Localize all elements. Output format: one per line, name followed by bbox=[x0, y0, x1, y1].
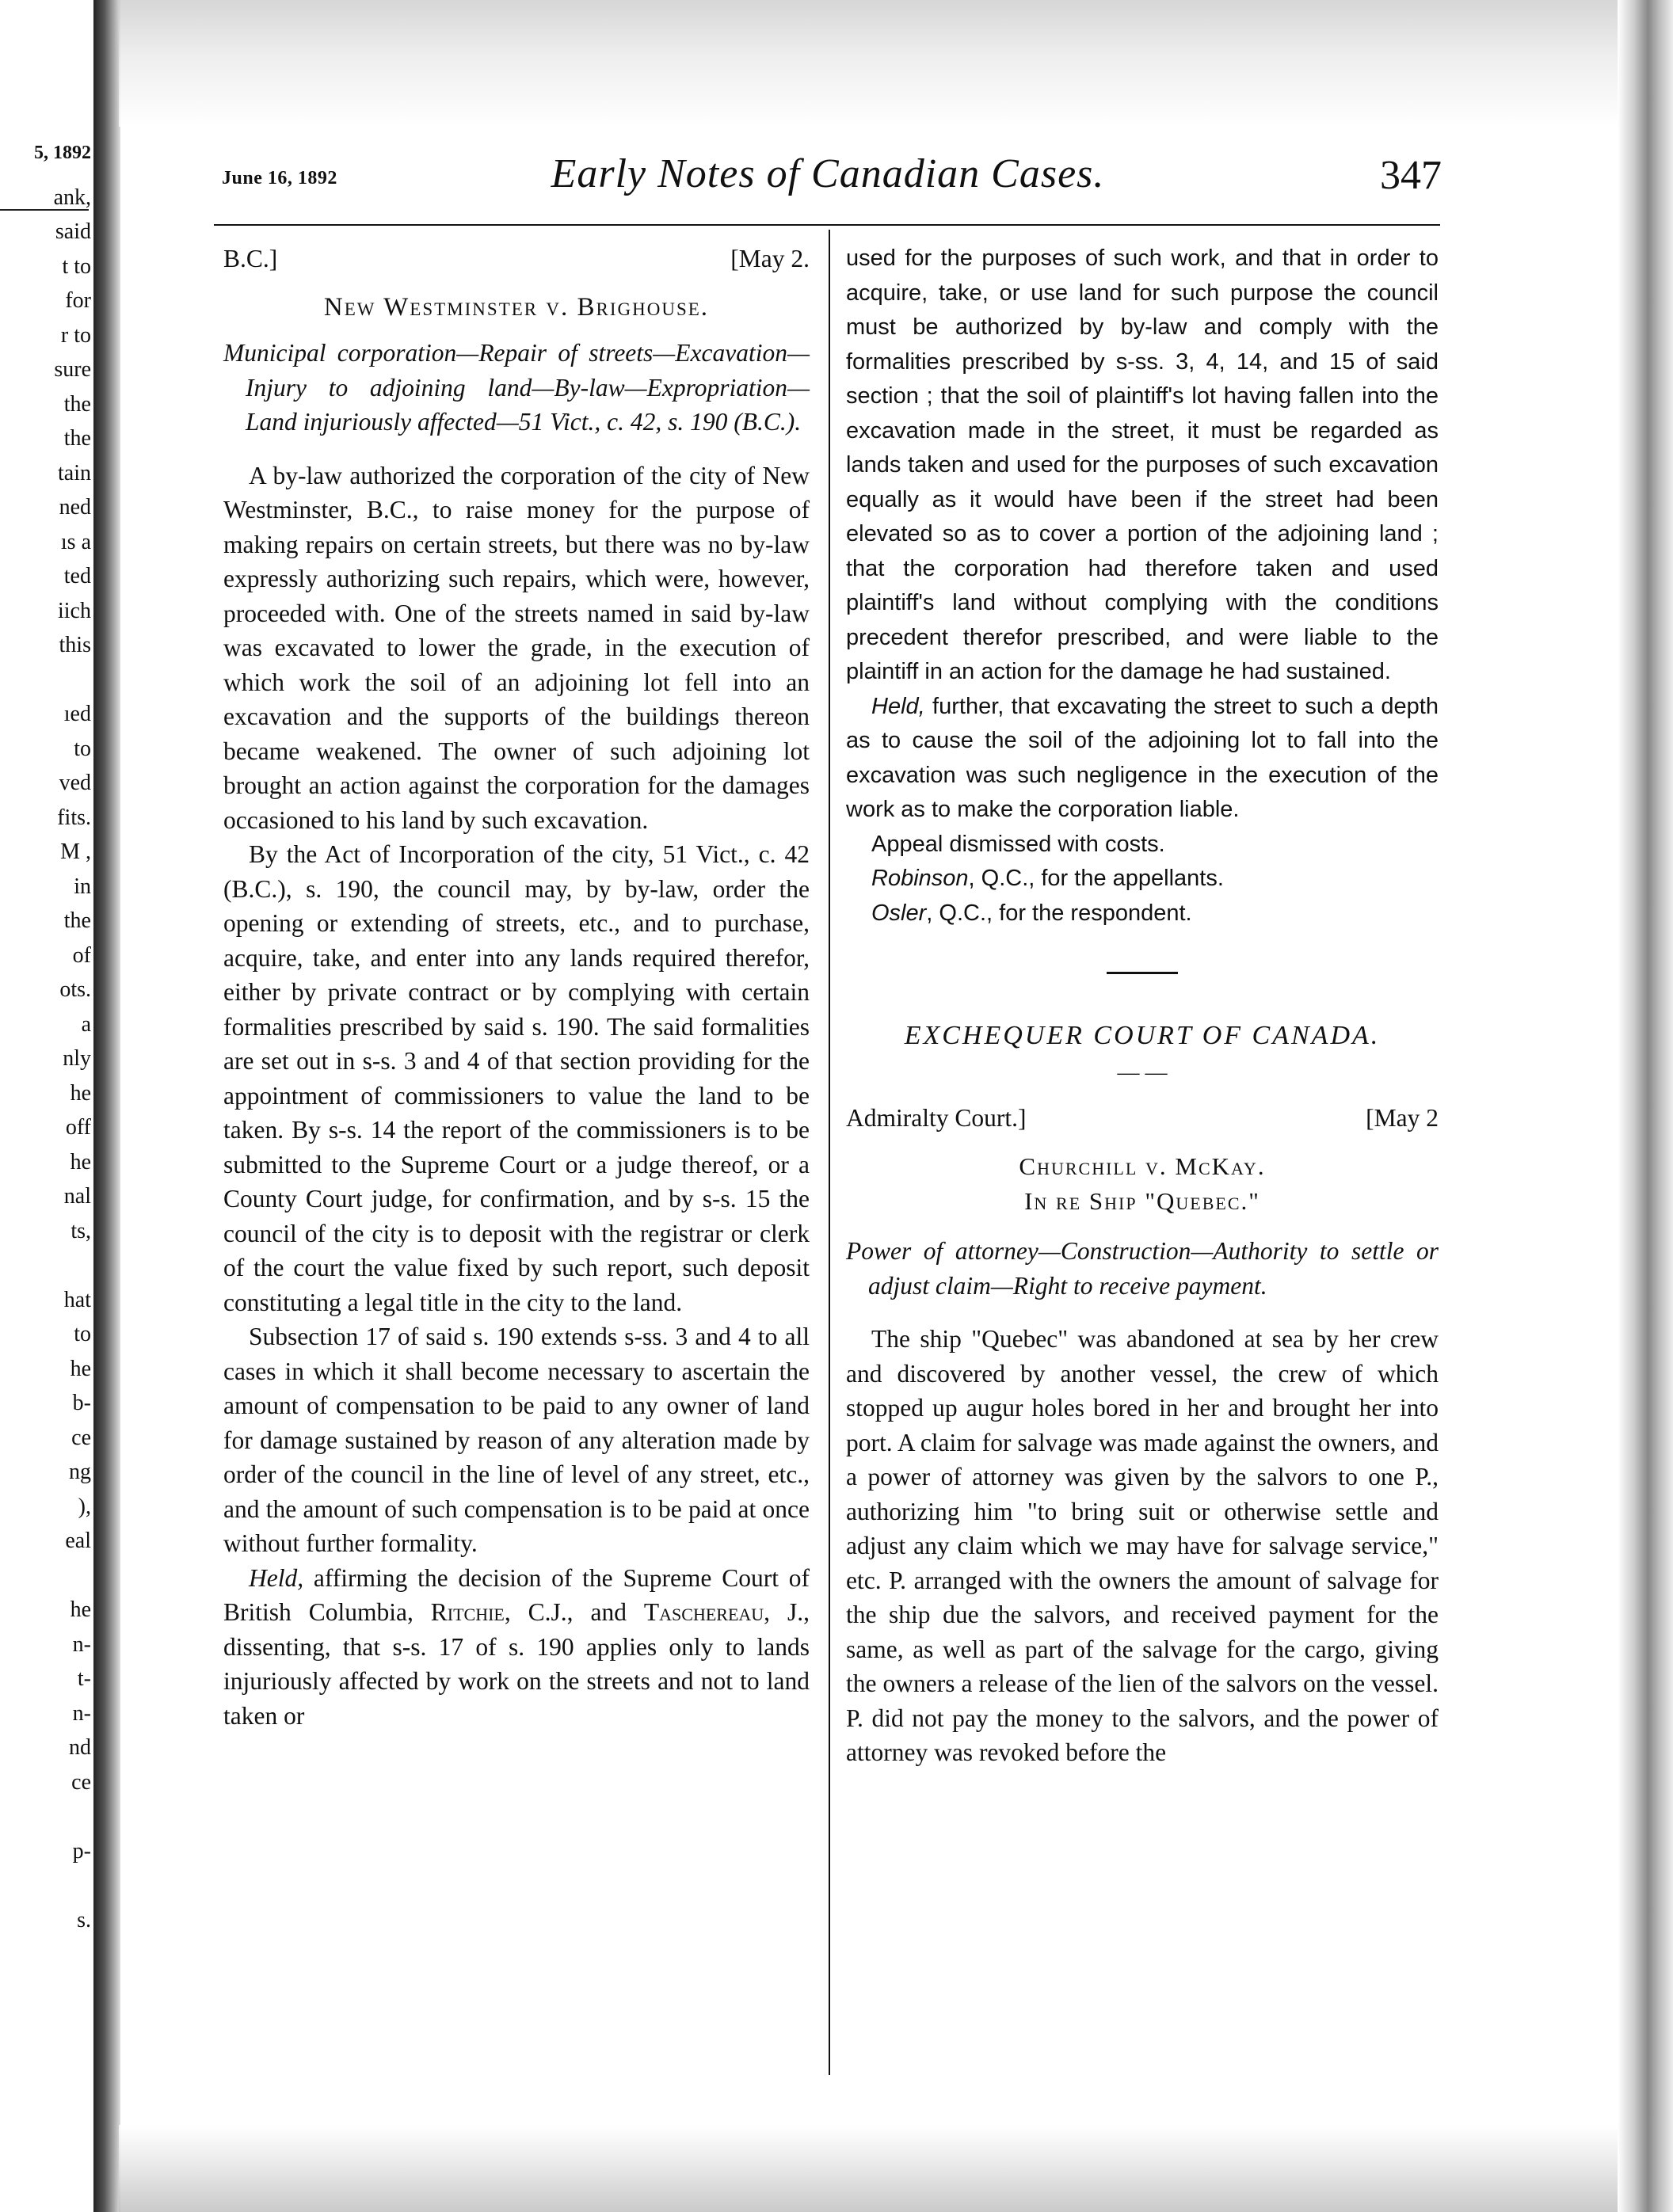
scan-top-shadow bbox=[119, 0, 1618, 127]
previous-page-line bbox=[0, 663, 91, 698]
decision-date: [May 2 bbox=[1366, 1103, 1439, 1132]
previous-page-line: hat bbox=[63, 1287, 91, 1312]
case-result: Appeal dismissed with costs. bbox=[871, 831, 1165, 857]
page-edge-shadow bbox=[1618, 0, 1673, 2212]
right-column bbox=[846, 242, 1439, 1770]
case-headnote: Municipal corporation—Repair of streets—Excavation—Injury to adjoining land—By-law—Expropriation—Land injuriously affected—51 Vict., c. 42, s. 190 (B.C.). bbox=[223, 339, 810, 436]
previous-page-line: b- bbox=[72, 1391, 91, 1415]
judge-name: Taschereau bbox=[643, 1598, 764, 1626]
section-dash: — — bbox=[1117, 1060, 1168, 1085]
left-column bbox=[223, 242, 810, 1733]
previous-page-line bbox=[0, 1799, 91, 1834]
previous-page-line: ned bbox=[59, 495, 91, 520]
counsel-line bbox=[846, 897, 1439, 931]
previous-page-line: iich bbox=[58, 598, 91, 623]
previous-page-line: this bbox=[59, 633, 91, 657]
previous-page-line: t- bbox=[77, 1666, 91, 1691]
previous-page-line: for bbox=[65, 288, 91, 313]
previous-page-line: ts, bbox=[71, 1218, 91, 1243]
previous-page-line: he bbox=[70, 1080, 91, 1106]
previous-page-line: he bbox=[70, 1149, 91, 1175]
header-title: Early Notes of Canadian Cases. bbox=[551, 151, 1105, 196]
case-court-line bbox=[223, 242, 810, 276]
previous-page-line: off bbox=[65, 1115, 91, 1140]
previous-page-line: n- bbox=[72, 1700, 91, 1726]
counsel-role: , Q.C., for the respondent. bbox=[926, 900, 1192, 926]
case-paragraph: Subsection 17 of said s. 190 extends s-ss. 3 and 4 to all cases in which it shall become necessary to ascertain the amount of compensation to be paid to any owner of land for damage sustained by reason of any alteration made by order of the council in the line of level of any street, etc., and the amount of such compensation is to be paid at once without further formality. bbox=[223, 1323, 810, 1557]
decision-date: [May 2. bbox=[730, 245, 810, 272]
counsel-role: , Q.C., for the appellants. bbox=[968, 866, 1224, 891]
page-number: 347 bbox=[1380, 153, 1442, 198]
previous-page-line: a bbox=[81, 1011, 91, 1037]
judge-name: Ritchie bbox=[430, 1598, 505, 1626]
case-paragraph: By the Act of Incorporation of the city, 51 Vict., c. 42 (B.C.), s. 190, the council may, by by-law, order the opening or extending of streets, etc., and to purchase, acquire, take, and enter into any lands required therefor, either by private contract or by complying with certain formalities prescribed by said s. 190. The said formalities are set out in s-s. 3 and 4 of that section providing for the appointment of commissioners to value the land to be taken. By s-s. 14 the report of the commissioners is to be submitted to the Supreme Court or a judge thereof, or a County Court judge, for confirmation, and by s-s. 15 the council of the city is to deposit with the registrar or clerk of the court the value fixed by such report, such deposit constituting a legal title in the city to the land. bbox=[223, 840, 810, 1316]
case-headnote: Power of attorney—Construction—Authority to settle or adjust claim—Right to receive payment. bbox=[846, 1237, 1439, 1300]
scan-bottom-shadow bbox=[119, 2125, 1618, 2212]
previous-page-line: nal bbox=[63, 1184, 91, 1209]
previous-page-line bbox=[0, 1248, 91, 1283]
previous-page-line: t to bbox=[62, 253, 91, 279]
previous-page-header: 5, 1892 bbox=[34, 143, 91, 163]
header-rule bbox=[214, 224, 1440, 226]
case-paragraph: The ship "Quebec" was abandoned at sea by her crew and discovered by another vessel, the crew of which stopped up augur holes bored in her and brought her into port. A claim for salvage was made against the owners, and a power of attorney was given by the salvors to one P., authorizing him "to bring suit or otherwise settle and adjust any claim which we may have for salvage service," etc. P. arranged with the owners the amount of salvage for the ship due the salvors, and received payment for the same, as well as part of the salvage for the cargo, giving the owners a release of the lien of the salvors on the vessel. P. did not pay the money to the salvors, and the power of attorney was revoked before the bbox=[846, 1325, 1439, 1766]
previous-page-line: fits. bbox=[57, 805, 91, 830]
previous-page-line: he bbox=[70, 1356, 91, 1381]
book-spine-shadow bbox=[93, 0, 120, 2212]
previous-page-line: ce bbox=[71, 1769, 91, 1795]
previous-page-line: the bbox=[63, 426, 91, 451]
counsel-name: Osler bbox=[871, 900, 927, 926]
previous-page-line: the bbox=[63, 908, 91, 933]
held-further-paragraph bbox=[846, 690, 1439, 828]
previous-page-line: to bbox=[74, 1322, 91, 1346]
previous-page-line bbox=[0, 1559, 91, 1593]
case-court-line bbox=[846, 1101, 1439, 1136]
previous-page-line: ved bbox=[59, 771, 91, 795]
section-title: EXCHEQUER COURT OF CANADA. bbox=[904, 1021, 1381, 1050]
held-text: , J., dissenting, that s-s. 17 of s. 190 applies only to lands injuriously affected by work on the streets and not to land taken or bbox=[223, 1598, 810, 1730]
previous-page-line: r to bbox=[60, 322, 91, 348]
counsel-name: Robinson bbox=[871, 866, 969, 891]
previous-page-line: sure bbox=[54, 357, 91, 382]
counsel-line bbox=[846, 862, 1439, 897]
held-text: further, that excavating the street to such a depth as to cause the soil of the adjoining lot to fall into the excavation was such negligence in the execution of the work as to make the corporation liable. bbox=[846, 693, 1439, 822]
previous-page-line: ce bbox=[71, 1425, 91, 1450]
header-date: June 16, 1892 bbox=[222, 168, 337, 188]
previous-page-line: to bbox=[74, 736, 91, 761]
previous-page-line: of bbox=[72, 942, 91, 968]
running-header bbox=[214, 150, 1442, 214]
court-label: Admiralty Court.] bbox=[846, 1103, 1027, 1132]
previous-page-line: ), bbox=[78, 1494, 91, 1519]
held-label: Held, bbox=[871, 693, 925, 719]
case-title: New Westminster v. Brighouse. bbox=[323, 292, 710, 322]
previous-page-line: s. bbox=[77, 1907, 91, 1932]
previous-page-line: tain bbox=[58, 460, 91, 485]
previous-page-line: ıs a bbox=[60, 529, 91, 554]
held-text: affirming the decision of the Supreme Court of British Columbia, bbox=[223, 1563, 810, 1626]
held-paragraph bbox=[223, 1561, 810, 1734]
previous-page-line: p- bbox=[72, 1838, 91, 1864]
case-subtitle: In re Ship "Quebec." bbox=[1024, 1186, 1260, 1215]
previous-page-line: the bbox=[63, 391, 91, 417]
held-text: , C.J., and bbox=[504, 1598, 644, 1626]
previous-page-line: n- bbox=[72, 1631, 91, 1657]
previous-page-line: eal bbox=[65, 1529, 91, 1553]
previous-page-line: ots. bbox=[59, 977, 91, 1002]
previous-page-line: he bbox=[70, 1597, 91, 1622]
case-paragraph: A by-law authorized the corporation of the city of New Westminster, B.C., to raise money for the purpose of making repairs on certain streets, but there was no by-law expressly authorizing such repairs, which were, however, proceeded with. One of the streets named in said by-law was excavated to lower the grade, in the execution of which work the soil of an adjoining lot fell into an excavation and the supports of the buildings thereon became weakened. The owner of such adjoining lot brought an action against the corporation for the damages occasioned to his land by such excavation. bbox=[223, 461, 810, 834]
previous-page-line: nly bbox=[63, 1046, 91, 1071]
previous-page-line: said bbox=[55, 219, 91, 244]
previous-page-line bbox=[0, 1868, 91, 1903]
continuation-paragraph: used for the purposes of such work, and that in order to acquire, take, or use land for such purpose the council must be authorized by by-law and comply with the formalities prescribed by s-ss. 3, 4, 14, and 15 of said section ; that the soil of plaintiff's lot having fallen into the excavation made in the street, it must be regarded as lands taken and used for the purposes of such excavation equally as it would have been if the street had been elevated so as to cover a portion of the adjoining land ; that the corporation had therefore taken and used plaintiff's land without complying with the conditions precedent therefor prescribed, and were liable to the plaintiff in an action for the damage he had sustained. bbox=[846, 246, 1439, 684]
previous-page-line: ıed bbox=[63, 702, 91, 726]
section-rule bbox=[1107, 972, 1178, 974]
previous-page-line: ank, bbox=[53, 185, 91, 210]
previous-page-line: in bbox=[74, 874, 91, 899]
held-label: Held, bbox=[249, 1563, 304, 1592]
court-label: B.C.] bbox=[223, 245, 278, 272]
previous-page-fragment bbox=[0, 143, 91, 1937]
previous-page-line: ng bbox=[69, 1460, 91, 1484]
previous-page-line: nd bbox=[69, 1735, 91, 1760]
case-title: Churchill v. McKay. bbox=[1019, 1152, 1266, 1180]
previous-page-line: ted bbox=[63, 564, 91, 588]
column-divider bbox=[829, 230, 830, 2075]
previous-page-line: M , bbox=[60, 839, 91, 864]
